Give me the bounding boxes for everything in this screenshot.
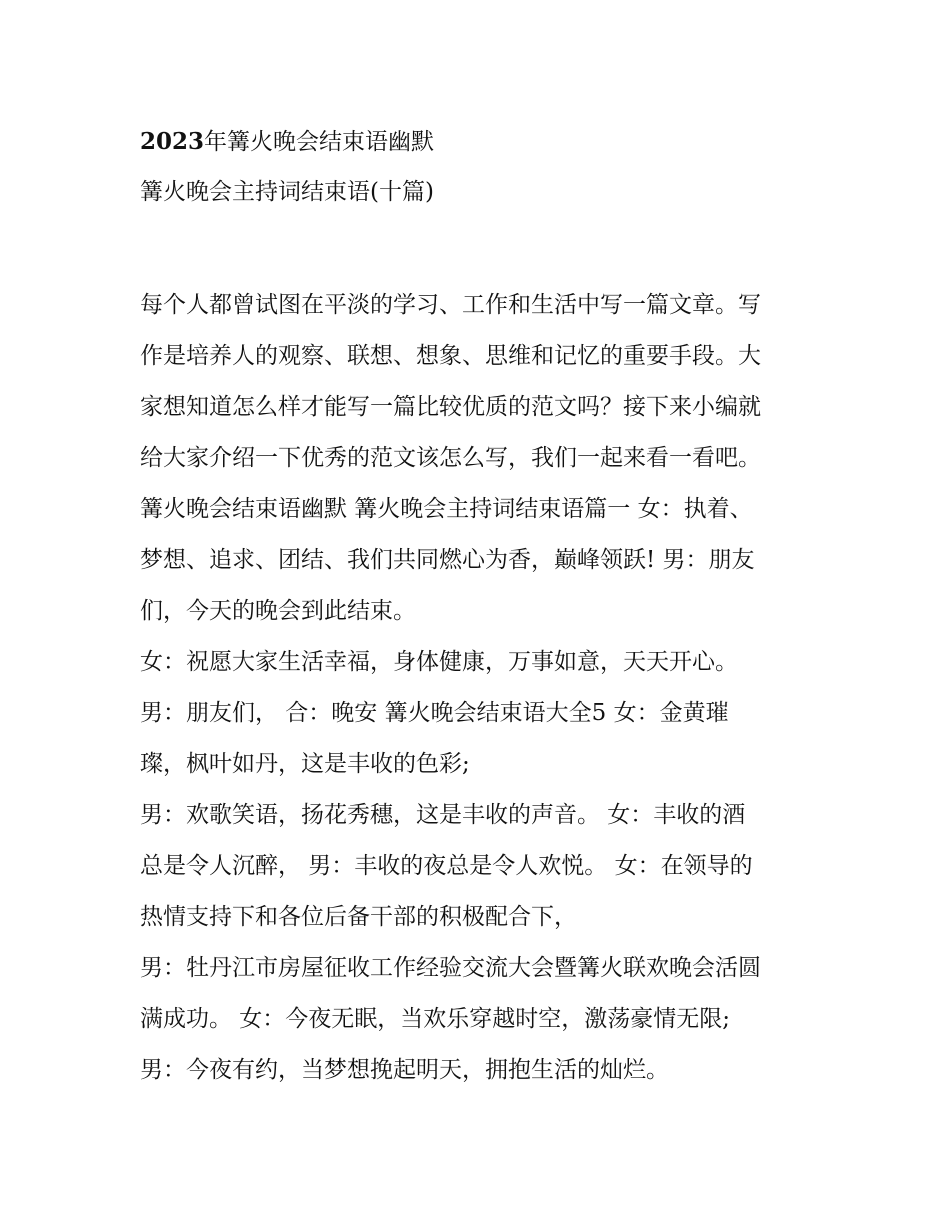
document-title (140, 116, 830, 218)
body-line: 们，今天的晚会到此结束。 (140, 598, 416, 624)
body-line: 男：牡丹江市房屋征收工作经验交流大会暨篝火联欢晚会活圆 (140, 955, 761, 981)
document-body (140, 280, 820, 1096)
title-line-1 (140, 116, 830, 167)
body-line: 每个人都曾试图在平淡的学习、工作和生活中写一篇文章。写 (140, 292, 761, 318)
body-line: 梦想、追求、团结、我们共同燃心为香，巅峰领跃! 男：朋友 (140, 547, 755, 573)
body-line: 热情支持下和各位后备干部的积极配合下， (140, 904, 577, 930)
body-line: 男：欢歌笑语，扬花秀穗，这是丰收的声音。 女：丰收的酒 (140, 802, 746, 828)
body-line: 男：朋友们， 合：晚安 篝火晚会结束语大全5 女：金黄璀 (140, 700, 729, 726)
body-line: 女：祝愿大家生活幸福，身体健康，万事如意，天天开心。 (140, 649, 738, 675)
body-line: 璨，枫叶如丹，这是丰收的色彩; (140, 751, 470, 777)
body-line: 作是培养人的观察、联想、想象、思维和记忆的重要手段。大 (140, 343, 761, 369)
body-line: 满成功。 女：今夜无眠，当欢乐穿越时空，激荡豪情无限; (140, 1006, 731, 1032)
title-line-2: 篝火晚会主持词结束语(十篇) (140, 179, 434, 205)
body-line: 篝火晚会结束语幽默 篝火晚会主持词结束语篇一 女：执着、 (140, 496, 753, 522)
title-line-1-text: 年篝火晚会结束语幽默 (204, 129, 435, 155)
body-line: 总是令人沉醉， 男：丰收的夜总是令人欢悦。 女：在领导的 (140, 853, 753, 879)
body-line: 家想知道怎么样才能写一篇比较优质的范文吗？接下来小编就 (140, 394, 761, 420)
body-line: 男：今夜有约，当梦想挽起明天，拥抱生活的灿烂。 (140, 1057, 669, 1083)
title-year: 2023 (140, 128, 205, 155)
body-line: 给大家介绍一下优秀的范文该怎么写，我们一起来看一看吧。 (140, 445, 761, 471)
